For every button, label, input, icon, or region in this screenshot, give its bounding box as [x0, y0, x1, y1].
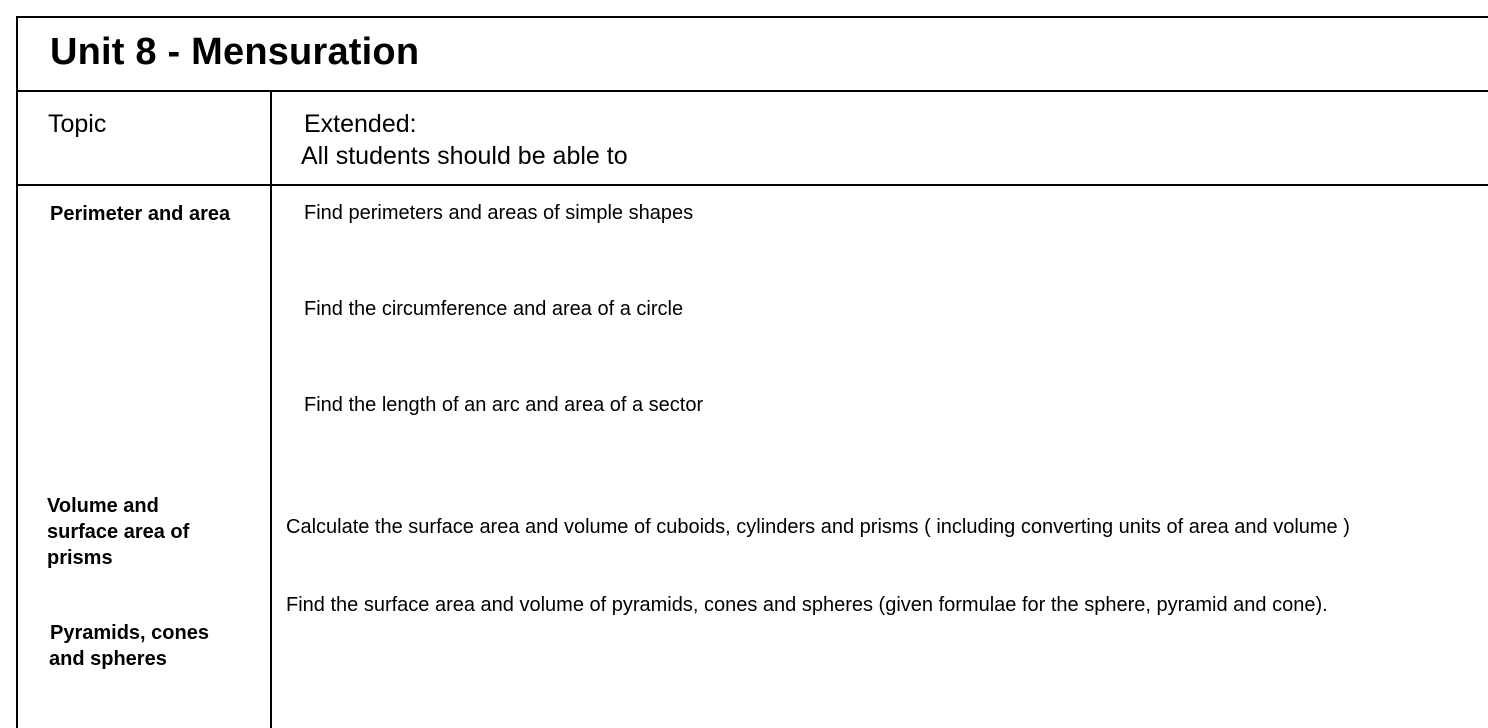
extended-column-subheader: All students should be able to	[301, 142, 628, 170]
header-divider	[16, 184, 1488, 186]
objective-circle: Find the circumference and area of a circle	[304, 298, 684, 320]
topic-perimeter-and-area: Perimeter and area	[50, 203, 231, 225]
extended-column-header: Extended:	[304, 110, 417, 138]
topic-column-header: Topic	[48, 110, 107, 138]
objective-perimeters-areas: Find perimeters and areas of simple shapes	[304, 202, 694, 224]
document-table-frame	[16, 16, 1488, 728]
title-divider	[16, 90, 1488, 92]
page-title: Unit 8 - Mensuration	[50, 31, 420, 73]
column-divider	[270, 90, 272, 728]
objective-prisms-volume: Calculate the surface area and volume of cuboids, cylinders and prisms ( including converting units of area and volume )	[286, 516, 1350, 538]
objective-arc-sector: Find the length of an arc and area of a sector	[304, 394, 704, 416]
topic-volume-surface-area-prisms: Volume and surface area of prisms	[47, 495, 190, 569]
objective-pyramids-cones-spheres: Find the surface area and volume of pyramids, cones and spheres (given formulae for the sphere, pyramid and cone).	[286, 594, 1328, 616]
topic-pyramids-cones-spheres: Pyramids, cones and spheres	[49, 622, 209, 670]
